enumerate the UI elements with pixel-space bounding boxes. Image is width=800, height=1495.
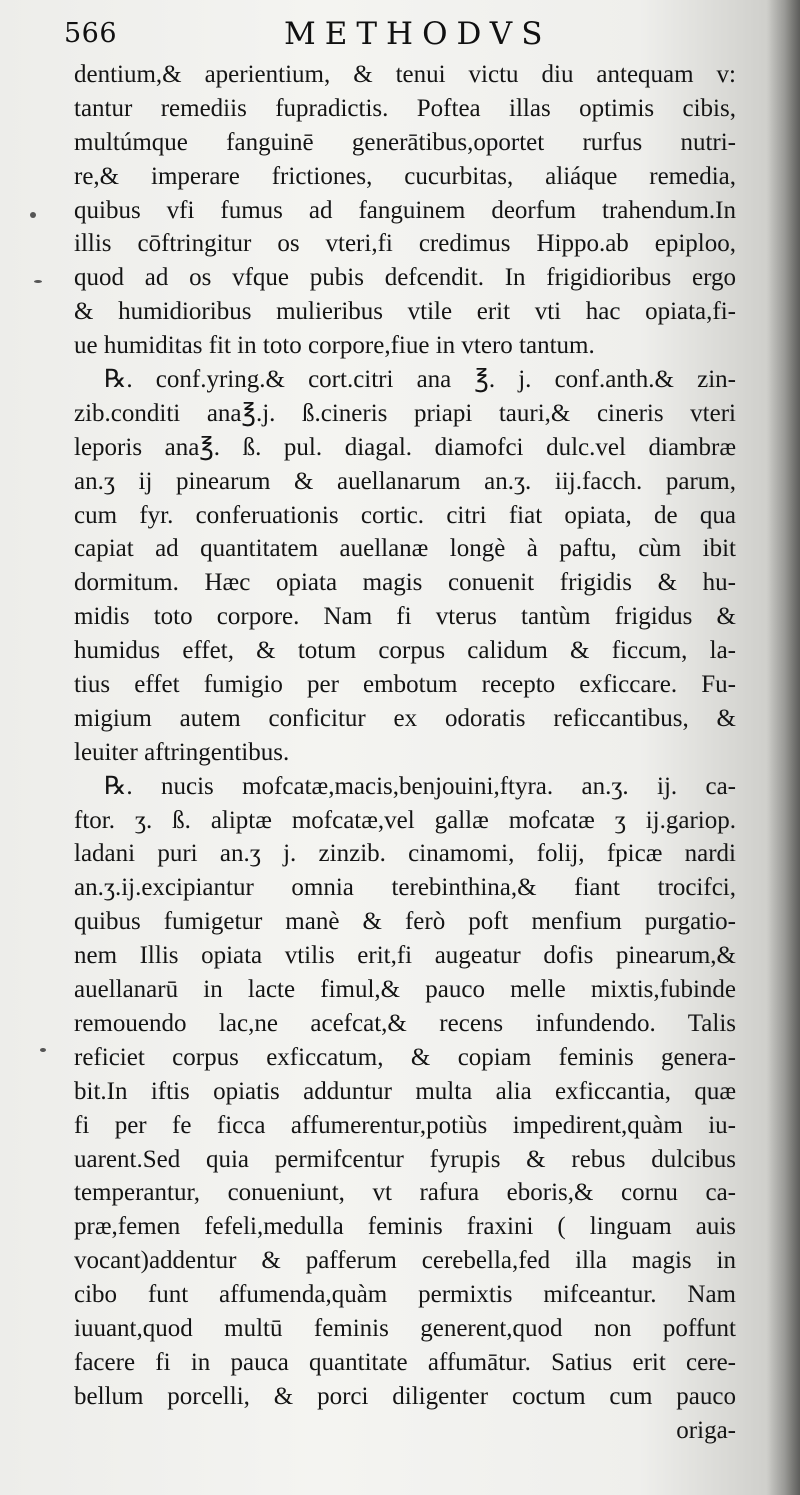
text-line: uarent.Sed quia permifcentur fyrupis & rebus dulcibus <box>74 1145 736 1173</box>
text-line: vocant)addentur & pafferum cerebella,fed illa magis in <box>74 1247 736 1275</box>
text-line: facere fi in pauca quantitate affumātur. Satius erit cere- <box>74 1348 736 1376</box>
page-header <box>64 14 764 60</box>
running-head: METHODVS <box>284 16 552 52</box>
recipe-line: ℞. nucis mofcatæ,macis,benjouini,ftyra. an.ʒ. ij. ca- <box>104 772 736 800</box>
spine-shadow <box>766 0 800 1495</box>
text-line: fi per fe ficca affumerentur,potiùs impedirent,quàm iu- <box>74 1111 736 1139</box>
text-line: leporis ana℥. ß. pul. diagal. diamofci dulc.vel diambræ <box>74 433 736 461</box>
catchword: origa- <box>676 1416 736 1444</box>
text-line: bit.In iftis opiatis adduntur multa alia exficcantia, quæ <box>74 1077 736 1105</box>
text-line: & humidioribus mulieribus vtile erit vti hac opiata,fi- <box>74 298 736 326</box>
text-line: humidus effet, & totum corpus calidum & ficcum, la- <box>74 637 736 665</box>
text-line: ftor. ʒ. ß. aliptæ mofcatæ,vel gallæ mofcatæ ʒ ij.gariop. <box>74 806 736 834</box>
text-line: quod ad os vfque pubis defcendit. In frigidioribus ergo <box>74 264 736 292</box>
text-line: illis cōftringitur os vteri,fi credimus Hippo.ab epiploo, <box>74 230 736 258</box>
text-line: migium autem conficitur ex odoratis reficcantibus, & <box>74 704 736 732</box>
page-number: 566 <box>64 18 118 49</box>
text-line: tantur remediis fupradictis. Poftea illas optimis cibis, <box>74 94 736 122</box>
ink-speck <box>34 280 42 283</box>
ink-speck <box>30 212 36 218</box>
text-line: cibo funt affumenda,quàm permixtis mifceantur. Nam <box>74 1281 736 1309</box>
text-line: re,& imperare frictiones, cucurbitas, aliáque remedia, <box>74 162 736 190</box>
text-line: iuuant,quod multū feminis generent,quod non poffunt <box>74 1314 736 1342</box>
text-line: ladani puri an.ʒ j. zinzib. cinamomi, folij, fpicæ nardi <box>74 840 736 868</box>
text-line: remouendo lac,ne acefcat,& recens infundendo. Talis <box>74 1009 736 1037</box>
text-line: tius effet fumigio per embotum recepto exficcare. Fu- <box>74 671 736 699</box>
text-line: præ,femen fefeli,medulla feminis fraxini ( linguam auis <box>74 1213 736 1241</box>
text-line: multúmque fanguinē generātibus,oportet rurfus nutri- <box>74 128 736 156</box>
text-line: dormitum. Hæc opiata magis conuenit frigidis & hu- <box>74 569 736 597</box>
text-line: an.ʒ.ij.excipiantur omnia terebinthina,& fiant trocifci, <box>74 874 736 902</box>
text-line: quibus vfi fumus ad fanguinem deorfum trahendum.In <box>74 196 736 224</box>
text-line: nem Illis opiata vtilis erit,fi augeatur dofis pinearum,& <box>74 942 736 970</box>
ink-speck <box>40 1048 46 1052</box>
text-line: cum fyr. conferuationis cortic. citri fiat opiata, de qua <box>74 501 736 529</box>
text-line: bellum porcelli, & porci diligenter coctum cum pauco <box>74 1382 736 1410</box>
body-text <box>74 58 736 1448</box>
text-line: quibus fumigetur manè & ferò poft menfium purgatio- <box>74 908 736 936</box>
text-line: ue humiditas fit in toto corpore,fiue in vtero tantum. <box>74 332 595 360</box>
text-line: zib.conditi ana℥.j. ß.cineris priapi tauri,& cineris vteri <box>74 399 736 427</box>
text-line: reficiet corpus exficcatum, & copiam feminis genera- <box>74 1043 736 1071</box>
text-line: leuiter aftringentibus. <box>74 738 290 766</box>
recipe-line: ℞. conf.yring.& cort.citri ana ℥. j. conf.anth.& zin- <box>104 366 736 394</box>
text-line: an.ʒ ij pinearum & auellanarum an.ʒ. iij.facch. parum, <box>74 467 736 495</box>
text-line: midis toto corpore. Nam fi vterus tantùm frigidus & <box>74 603 736 631</box>
text-line: dentium,& aperientium, & tenui victu diu antequam v: <box>74 61 736 88</box>
text-line: capiat ad quantitatem auellanæ longè à paftu, cùm ibit <box>74 535 736 563</box>
text-line: auellanarū in lacte fimul,& pauco melle mixtis,fubinde <box>74 976 736 1004</box>
text-line: temperantur, conueniunt, vt rafura eboris,& cornu ca- <box>74 1179 736 1207</box>
